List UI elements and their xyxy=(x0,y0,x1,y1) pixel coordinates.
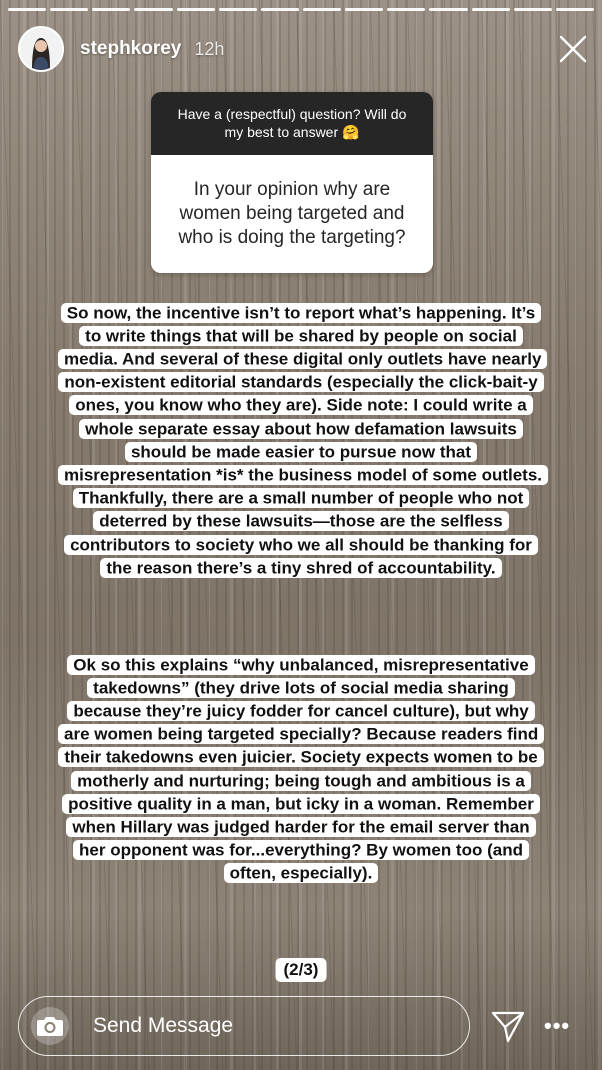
username[interactable]: stephkorey xyxy=(80,38,182,59)
progress-segment xyxy=(134,8,172,11)
question-sticker[interactable] xyxy=(151,92,433,273)
camera-button[interactable] xyxy=(31,1007,69,1045)
progress-segment xyxy=(556,8,594,11)
progress-segment xyxy=(387,8,425,11)
send-icon[interactable] xyxy=(490,1008,526,1044)
question-text: In your opinion why are women being targeted and who is doing the targeting? xyxy=(151,155,433,273)
message-box[interactable] xyxy=(18,996,470,1056)
avatar-image xyxy=(20,28,62,70)
progress-segment xyxy=(261,8,299,11)
message-composer xyxy=(18,996,590,1056)
progress-segment xyxy=(177,8,215,11)
progress-segment xyxy=(303,8,341,11)
page-count: (2/3) xyxy=(276,958,327,982)
progress-segment xyxy=(472,8,510,11)
close-icon[interactable] xyxy=(558,34,588,64)
answer-paragraph-2 xyxy=(58,653,544,885)
question-prompt: Have a (respectful) question? Will do my best to answer 🤗 xyxy=(151,92,433,155)
camera-icon xyxy=(36,1014,64,1038)
story-progress-bar xyxy=(8,8,594,11)
progress-segment xyxy=(429,8,467,11)
progress-segment xyxy=(8,8,46,11)
story-header xyxy=(18,26,588,72)
answer-text: Ok so this explains “why unbalanced, misrepresentative takedowns” (they drive lots of social media sharing because they’re juicy fodder for cancel culture), but why are women being targeted specially? Because readers find their takedowns even juicier. Society expects women to be motherly and nurturing; being tough and ambitious is a positive quality in a man, but icky in a woman. Remember when Hillary was judged harder for the email server than her opponent was for...everything? By women too (and often, especially). xyxy=(58,655,544,884)
post-time: 12h xyxy=(194,38,225,59)
answer-text: So now, the incentive isn’t to report what’s happening. It’s to write things that will be shared by people on social media. And several of these digital only outlets have nearly non-existent editorial standards (especially the click-bait-y ones, you know who they are). Side note: I could write a whole separate essay about how defamation lawsuits should be made easier to pursue now that misrepresentation *is* the business model of some outlets. Thankfully, there are a small number of people who not deterred by these lawsuits—those are the selfless contributors to society who we all should be thanking for the reason there’s a tiny shred of accountability. xyxy=(58,303,548,578)
progress-segment xyxy=(50,8,88,11)
send-message-input[interactable] xyxy=(93,1014,423,1038)
progress-segment xyxy=(514,8,552,11)
progress-segment xyxy=(219,8,257,11)
avatar[interactable] xyxy=(18,26,64,72)
answer-paragraph-1 xyxy=(58,301,544,579)
progress-segment xyxy=(345,8,383,11)
more-icon[interactable]: ••• xyxy=(544,1013,571,1038)
progress-segment xyxy=(92,8,130,11)
